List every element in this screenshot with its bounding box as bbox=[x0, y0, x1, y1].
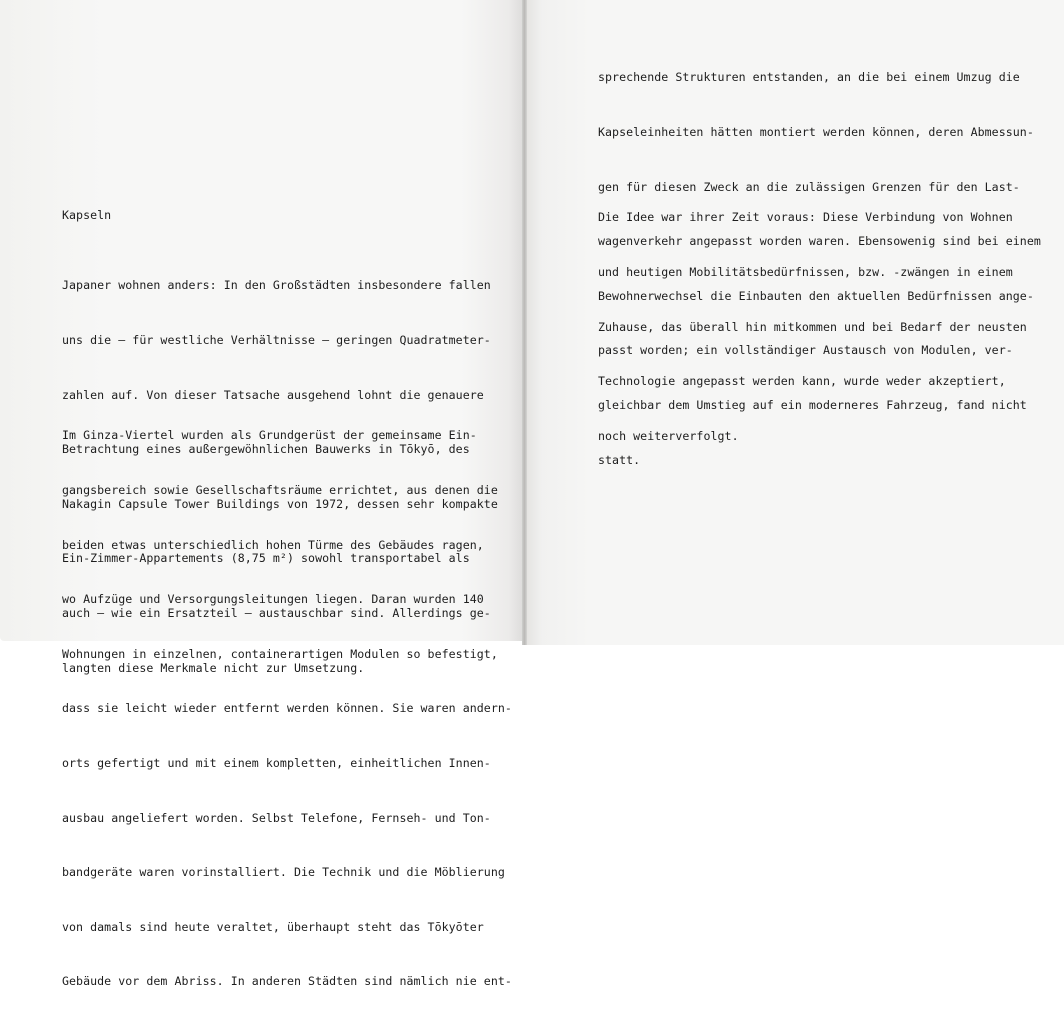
text-line: orts gefertigt und mit einem kompletten, einheitlichen Innen- bbox=[62, 755, 491, 770]
text-line: Ein-Zimmer-Appartements (8,75 m²) sowohl transportabel als bbox=[62, 551, 470, 566]
text-line: langten diese Merkmale nicht zur Umsetzung. bbox=[62, 660, 365, 675]
text-line: Japaner wohnen anders: In den Großstädten insbesondere fallen bbox=[62, 278, 491, 293]
text-line: Bewohnerwechsel die Einbauten den aktuellen Bedürfnissen ange- bbox=[598, 288, 1034, 303]
text-line: Gebäude vor dem Abriss. In anderen Städten sind nämlich nie ent- bbox=[62, 974, 512, 989]
text-line: Kapseleinheiten hätten montiert werden können, deren Abmessun- bbox=[598, 125, 1034, 139]
text-line: gangsbereich sowie Gesellschaftsräume errichtet, aus denen die bbox=[62, 483, 498, 497]
text-line: wagenverkehr angepasst worden waren. Ebensowenig sind bei einem bbox=[598, 234, 1041, 249]
text-line: Die Idee war ihrer Zeit voraus: Diese Verbindung von Wohnen bbox=[598, 210, 1013, 225]
left-paragraph-2 bbox=[62, 390, 512, 1027]
text-line: statt. bbox=[598, 452, 641, 467]
text-line: zahlen auf. Von dieser Tatsache ausgehend lohnt die genauere bbox=[62, 387, 484, 402]
text-line: noch weiterverfolgt. bbox=[598, 428, 739, 443]
book-gutter bbox=[522, 0, 527, 645]
right-paragraph-2 bbox=[598, 172, 1027, 481]
text-line: bandgeräte waren vorinstalliert. Die Technik und die Möblierung bbox=[62, 865, 505, 880]
text-line: auch – wie ein Ersatzteil – austauschbar sind. Allerdings ge- bbox=[62, 605, 491, 620]
text-line: Wohnungen in einzelnen, containerartigen Modulen so befestigt, bbox=[62, 646, 498, 661]
text-line: gen für diesen Zweck an die zulässigen Grenzen für den Last- bbox=[598, 179, 1020, 194]
text-line: ausbau angeliefert worden. Selbst Telefone, Fernseh- und Ton- bbox=[62, 810, 491, 825]
text-line: beiden etwas unterschiedlich hohen Türme des Gebäudes ragen, bbox=[62, 537, 484, 552]
text-line: sprechende Strukturen entstanden, an die bei einem Umzug die bbox=[598, 70, 1020, 85]
text-line: wo Aufzüge und Versorgungsleitungen liegen. Daran wurden 140 bbox=[62, 592, 484, 607]
text-line: Zuhause, das überall hin mitkommen und bei Bedarf der neusten bbox=[598, 319, 1027, 334]
text-line: Betrachtung eines außergewöhnlichen Bauwerks in Tōkyō, des bbox=[62, 442, 470, 457]
text-line: passt worden; ein vollständiger Austausch von Modulen, ver- bbox=[598, 343, 1013, 358]
section-heading: Kapseln bbox=[62, 208, 112, 222]
text-line: Nakagin Capsule Tower Buildings von 1972, dessen sehr kompakte bbox=[62, 496, 498, 511]
text-line: Technologie angepasst werden kann, wurde weder akzeptiert, bbox=[598, 374, 1006, 389]
text-line: von damals sind heute veraltet, überhaupt steht das Tōkyōter bbox=[62, 919, 484, 934]
text-line: uns die – für westliche Verhältnisse – geringen Quadratmeter- bbox=[62, 333, 491, 347]
text-line: und heutigen Mobilitätsbedürfnissen, bzw. -zwängen in einem bbox=[598, 265, 1013, 279]
text-line: gleichbar dem Umstieg auf ein moderneres Fahrzeug, fand nicht bbox=[598, 397, 1027, 412]
text-line: dass sie leicht wieder entfernt werden können. Sie waren andern- bbox=[62, 701, 512, 716]
text-line: Im Ginza-Viertel wurden als Grundgerüst der gemeinsame Ein- bbox=[62, 428, 477, 443]
